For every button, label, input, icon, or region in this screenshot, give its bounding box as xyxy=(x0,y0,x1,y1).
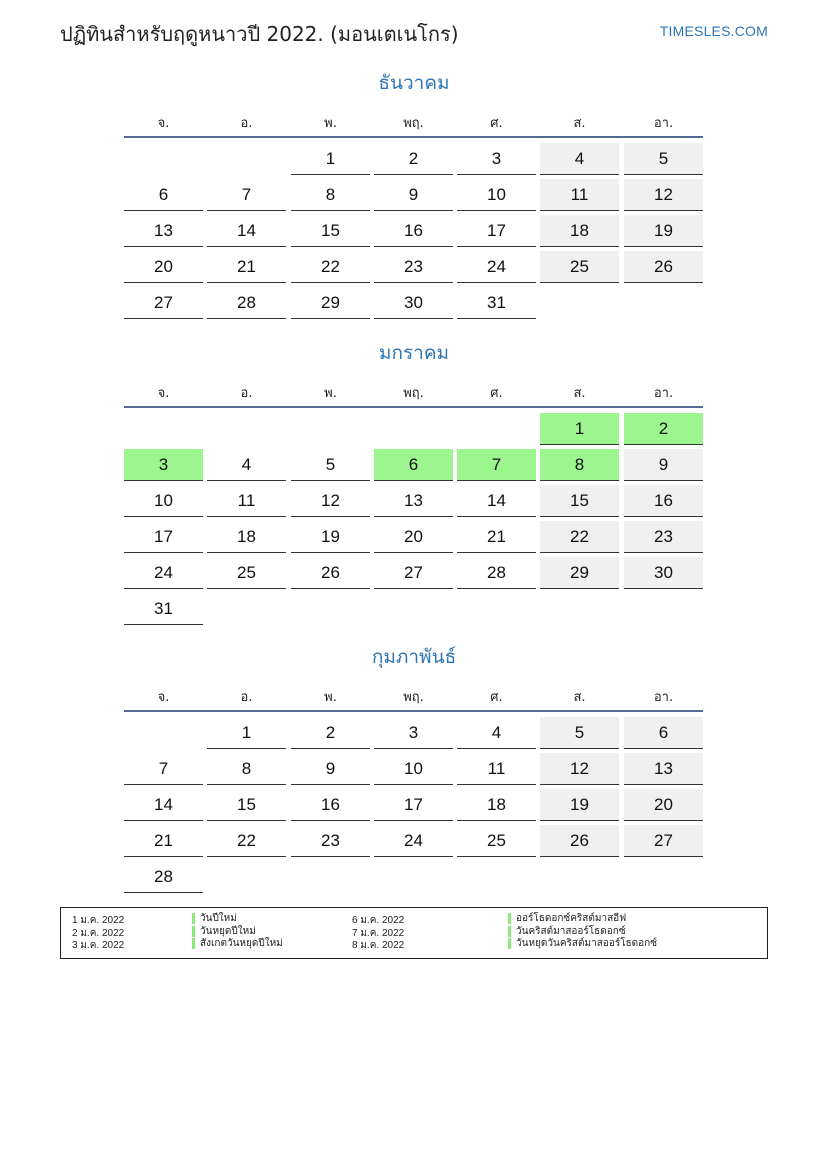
day-cell[interactable]: 24 xyxy=(374,825,453,857)
weekday-label: พฤ. xyxy=(403,690,424,705)
day-cell[interactable]: 3 xyxy=(457,143,536,175)
day-cell[interactable]: 7 xyxy=(457,449,536,481)
day-cell[interactable]: 31 xyxy=(457,287,536,319)
day-cell[interactable]: 17 xyxy=(124,521,203,553)
day-cell[interactable]: 21 xyxy=(457,521,536,553)
day-cell[interactable]: 13 xyxy=(124,215,203,247)
day-cell[interactable]: 1 xyxy=(207,717,286,749)
day-cell[interactable]: 8 xyxy=(291,179,370,211)
day-cell[interactable]: 25 xyxy=(457,825,536,857)
day-cell[interactable]: 22 xyxy=(207,825,286,857)
weekday-label: จ. xyxy=(157,116,170,131)
weekday-label: พ. xyxy=(324,116,337,131)
day-cell[interactable]: 17 xyxy=(374,789,453,821)
day-cell[interactable]: 23 xyxy=(291,825,370,857)
day-cell[interactable]: 25 xyxy=(540,251,619,283)
weekday-header xyxy=(124,686,704,706)
day-cell[interactable]: 28 xyxy=(207,287,286,319)
day-cell[interactable]: 4 xyxy=(207,449,286,481)
page-title: ปฏิทินสำหรับฤดูหนาวปี 2022. (มอนเตเนโกร) xyxy=(60,22,459,46)
day-cell[interactable]: 2 xyxy=(374,143,453,175)
day-cell[interactable]: 14 xyxy=(124,789,203,821)
weekday-label: พฤ. xyxy=(403,116,424,131)
day-cell[interactable]: 6 xyxy=(624,717,703,749)
day-cell[interactable]: 27 xyxy=(374,557,453,589)
day-cell[interactable]: 3 xyxy=(374,717,453,749)
day-cell[interactable]: 15 xyxy=(207,789,286,821)
day-cell[interactable]: 1 xyxy=(540,413,619,445)
day-cell[interactable]: 11 xyxy=(207,485,286,517)
day-cell[interactable]: 4 xyxy=(540,143,619,175)
legend-holiday-name: วันหยุดวันคริสต์มาสออร์โธดอกซ์ xyxy=(508,938,657,949)
weekday-label: ส. xyxy=(573,386,586,401)
weekday-label: อ. xyxy=(240,116,253,131)
weekday-label: ส. xyxy=(573,116,586,131)
weekday-label: อา. xyxy=(653,116,674,131)
legend-holiday-name: สังเกตวันหยุดปีใหม่ xyxy=(192,938,283,949)
day-cell[interactable]: 16 xyxy=(374,215,453,247)
day-cell[interactable]: 1 xyxy=(291,143,370,175)
weekday-label: อา. xyxy=(653,690,674,705)
day-cell[interactable]: 29 xyxy=(291,287,370,319)
day-cell[interactable]: 15 xyxy=(540,485,619,517)
day-cell[interactable]: 15 xyxy=(291,215,370,247)
day-cell[interactable]: 18 xyxy=(457,789,536,821)
day-cell[interactable]: 10 xyxy=(457,179,536,211)
day-cell[interactable]: 19 xyxy=(540,789,619,821)
day-cell[interactable]: 31 xyxy=(124,593,203,625)
day-cell[interactable]: 7 xyxy=(124,753,203,785)
day-cell[interactable]: 9 xyxy=(624,449,703,481)
day-cell[interactable]: 12 xyxy=(540,753,619,785)
day-cell[interactable]: 16 xyxy=(624,485,703,517)
weekday-header xyxy=(124,112,704,132)
day-cell[interactable]: 12 xyxy=(291,485,370,517)
day-cell[interactable]: 28 xyxy=(457,557,536,589)
day-cell[interactable]: 19 xyxy=(291,521,370,553)
weekday-label: อ. xyxy=(240,386,253,401)
day-cell[interactable]: 9 xyxy=(291,753,370,785)
day-cell[interactable]: 3 xyxy=(124,449,203,481)
legend-date: 8 ม.ค. 2022 xyxy=(352,940,405,951)
day-cell[interactable]: 23 xyxy=(374,251,453,283)
day-cell[interactable]: 9 xyxy=(374,179,453,211)
brand-logo[interactable]: TIMESLES.COM xyxy=(659,23,768,39)
weekday-label: อ. xyxy=(240,690,253,705)
day-cell[interactable]: 24 xyxy=(457,251,536,283)
day-cell[interactable]: 20 xyxy=(374,521,453,553)
weekday-label: พ. xyxy=(324,386,337,401)
day-cell[interactable]: 24 xyxy=(124,557,203,589)
month-name: ธันวาคม xyxy=(378,72,450,94)
day-cell[interactable]: 2 xyxy=(291,717,370,749)
day-cell[interactable]: 18 xyxy=(207,521,286,553)
legend-date: 7 ม.ค. 2022 xyxy=(352,927,405,939)
weekday-label: จ. xyxy=(157,386,170,401)
day-cell[interactable]: 13 xyxy=(374,485,453,517)
day-cell[interactable]: 12 xyxy=(624,179,703,211)
weekday-label: จ. xyxy=(157,690,170,705)
day-cell[interactable]: 29 xyxy=(540,557,619,589)
legend-holiday-name: วันปีใหม่ xyxy=(192,913,237,924)
weekday-label: พฤ. xyxy=(403,386,424,401)
day-cell[interactable]: 26 xyxy=(291,557,370,589)
weekday-label: ส. xyxy=(573,690,586,705)
day-cell[interactable]: 14 xyxy=(207,215,286,247)
weekday-label: ศ. xyxy=(490,116,503,131)
month-name: มกราคม xyxy=(378,342,450,364)
day-cell[interactable]: 11 xyxy=(457,753,536,785)
day-cell[interactable]: 18 xyxy=(540,215,619,247)
legend-holiday-name: ออร์โธดอกซ์คริสต์มาสอีฟ xyxy=(508,913,626,924)
header-divider xyxy=(124,136,703,138)
day-cell[interactable]: 8 xyxy=(207,753,286,785)
legend-holiday-name: วันหยุดปีใหม่ xyxy=(192,926,256,937)
day-cell[interactable]: 2 xyxy=(624,413,703,445)
legend-holiday-name: วันคริสต์มาสออร์โธดอกซ์ xyxy=(508,926,626,937)
day-cell[interactable]: 22 xyxy=(540,521,619,553)
weekday-label: ศ. xyxy=(490,690,503,705)
day-cell[interactable]: 30 xyxy=(374,287,453,319)
legend-date: 3 ม.ค. 2022 xyxy=(72,940,125,951)
day-cell[interactable]: 22 xyxy=(291,251,370,283)
day-cell[interactable]: 17 xyxy=(457,215,536,247)
header-divider xyxy=(124,710,703,712)
month-name: กุมภาพันธ์ xyxy=(371,646,457,668)
legend-date: 1 ม.ค. 2022 xyxy=(72,915,125,926)
day-cell[interactable]: 8 xyxy=(540,449,619,481)
day-cell[interactable]: 6 xyxy=(374,449,453,481)
day-cell[interactable]: 10 xyxy=(374,753,453,785)
day-cell[interactable]: 5 xyxy=(291,449,370,481)
day-cell[interactable]: 4 xyxy=(457,717,536,749)
day-cell[interactable]: 20 xyxy=(624,789,703,821)
legend-date: 2 ม.ค. 2022 xyxy=(72,927,125,939)
day-cell[interactable]: 30 xyxy=(624,557,703,589)
legend-date: 6 ม.ค. 2022 xyxy=(352,915,405,926)
day-cell[interactable]: 23 xyxy=(624,521,703,553)
day-cell[interactable]: 28 xyxy=(124,861,203,893)
day-cell[interactable]: 26 xyxy=(624,251,703,283)
day-cell[interactable]: 25 xyxy=(207,557,286,589)
day-cell[interactable]: 5 xyxy=(540,717,619,749)
holiday-legend xyxy=(60,907,768,959)
day-cell[interactable]: 6 xyxy=(124,179,203,211)
day-cell[interactable]: 27 xyxy=(124,287,203,319)
weekday-label: พ. xyxy=(324,690,337,705)
weekday-label: ศ. xyxy=(490,386,503,401)
day-cell[interactable]: 10 xyxy=(124,485,203,517)
day-cell[interactable]: 20 xyxy=(124,251,203,283)
weekday-header xyxy=(124,382,704,402)
day-cell[interactable]: 5 xyxy=(624,143,703,175)
day-cell[interactable]: 16 xyxy=(291,789,370,821)
day-cell[interactable]: 19 xyxy=(624,215,703,247)
day-cell[interactable]: 11 xyxy=(540,179,619,211)
day-cell[interactable]: 13 xyxy=(624,753,703,785)
day-cell[interactable]: 27 xyxy=(624,825,703,857)
day-cell[interactable]: 21 xyxy=(124,825,203,857)
day-cell[interactable]: 7 xyxy=(207,179,286,211)
day-cell[interactable]: 14 xyxy=(457,485,536,517)
day-cell[interactable]: 26 xyxy=(540,825,619,857)
header-divider xyxy=(124,406,703,408)
day-cell[interactable]: 21 xyxy=(207,251,286,283)
weekday-label: อา. xyxy=(653,386,674,401)
